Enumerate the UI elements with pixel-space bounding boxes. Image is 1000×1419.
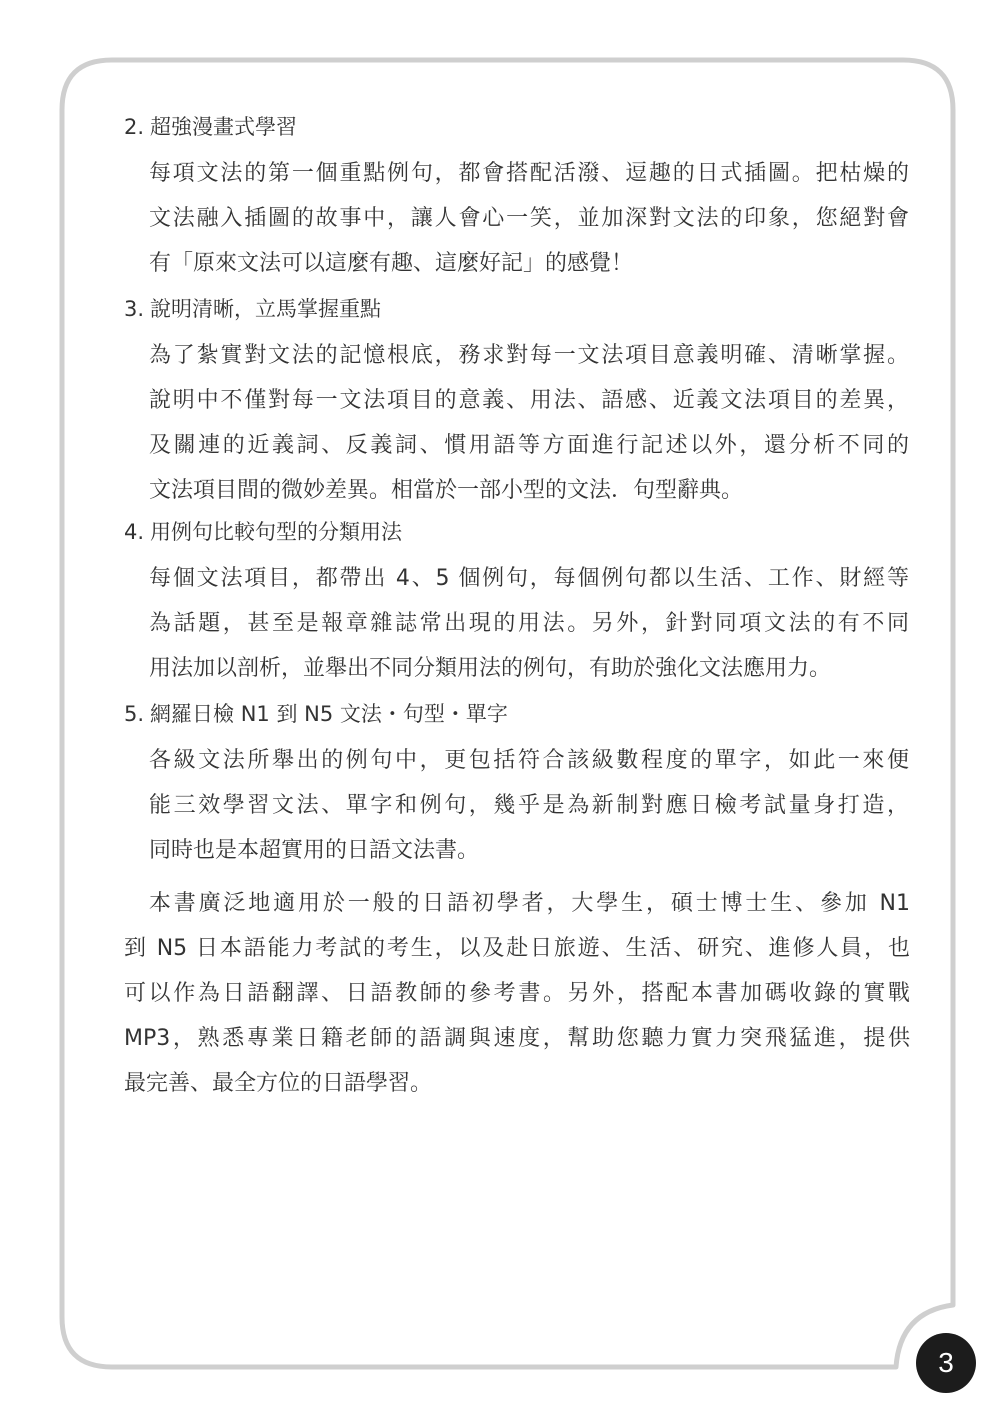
- body-line: 本書廣泛地適用於一般的日語初學者，大學生，碩士博士生、參加 N1: [124, 891, 910, 916]
- section-number: 2.: [124, 115, 145, 139]
- section-heading-2: [124, 112, 297, 142]
- body-line: 為話題，甚至是報章雜誌常出現的用法。另外，針對同項文法的有不同: [149, 611, 909, 636]
- body-line: 文法項目間的微妙差異。相當於一部小型的文法．句型辭典。: [149, 478, 744, 503]
- body-line: 最完善、最全方位的日語學習。: [124, 1071, 433, 1096]
- body-line: 同時也是本超實用的日語文法書。: [149, 838, 480, 863]
- section-title: 說明清晰，立馬掌握重點: [150, 297, 382, 321]
- body-line: 用法加以剖析，並舉出不同分類用法的例句，有助於強化文法應用力。: [149, 656, 832, 681]
- section-body-2: [149, 151, 909, 286]
- body-line: 能三效學習文法、單字和例句，幾乎是為新制對應日檢考試量身打造，: [149, 793, 909, 818]
- body-line: 為了紮實對文法的記憶根底，務求對每一文法項目意義明確、清晰掌握。: [149, 343, 909, 368]
- section-title: 用例句比較句型的分類用法: [150, 520, 403, 544]
- section-title: 超強漫畫式學習: [150, 115, 298, 139]
- body-line: 可以作為日語翻譯、日語教師的參考書。另外，搭配本書加碼收錄的實戰: [124, 981, 910, 1006]
- section-number: 5.: [124, 702, 145, 726]
- body-line: 說明中不僅對每一文法項目的意義、用法、語感、近義文法項目的差異，: [149, 388, 909, 413]
- body-line: 每個文法項目，都帶出 4、5 個例句，每個例句都以生活、工作、財經等: [149, 566, 909, 591]
- section-title: 網羅日檢 N1 到 N5 文法・句型・單字: [150, 702, 508, 726]
- body-line: MP3，熟悉專業日籍老師的語調與速度，幫助您聽力實力突飛猛進，提供: [124, 1026, 910, 1051]
- section-number: 3.: [124, 297, 145, 321]
- section-heading-4: [124, 517, 402, 547]
- body-line: 文法融入插圖的故事中，讓人會心一笑，並加深對文法的印象，您絕對會: [149, 206, 909, 231]
- section-body-4: [149, 556, 909, 691]
- section-heading-5: [124, 699, 508, 729]
- body-line: 到 N5 日本語能力考試的考生，以及赴日旅遊、生活、研究、進修人員，也: [124, 936, 910, 961]
- body-line: 每項文法的第一個重點例句，都會搭配活潑、逗趣的日式插圖。把枯燥的: [149, 161, 909, 186]
- page-number: 3: [916, 1333, 976, 1393]
- section-body-3: [149, 333, 909, 513]
- closing-paragraph: [124, 881, 910, 1106]
- section-heading-3: [124, 294, 381, 324]
- section-body-5: [149, 738, 909, 873]
- section-number: 4.: [124, 520, 145, 544]
- body-line: 各級文法所舉出的例句中，更包括符合該級數程度的單字，如此一來便: [149, 748, 909, 773]
- body-line: 有「原來文法可以這麼有趣、這麼好記」的感覺！: [149, 251, 634, 276]
- body-line: 及關連的近義詞、反義詞、慣用語等方面進行記述以外，還分析不同的: [149, 433, 909, 458]
